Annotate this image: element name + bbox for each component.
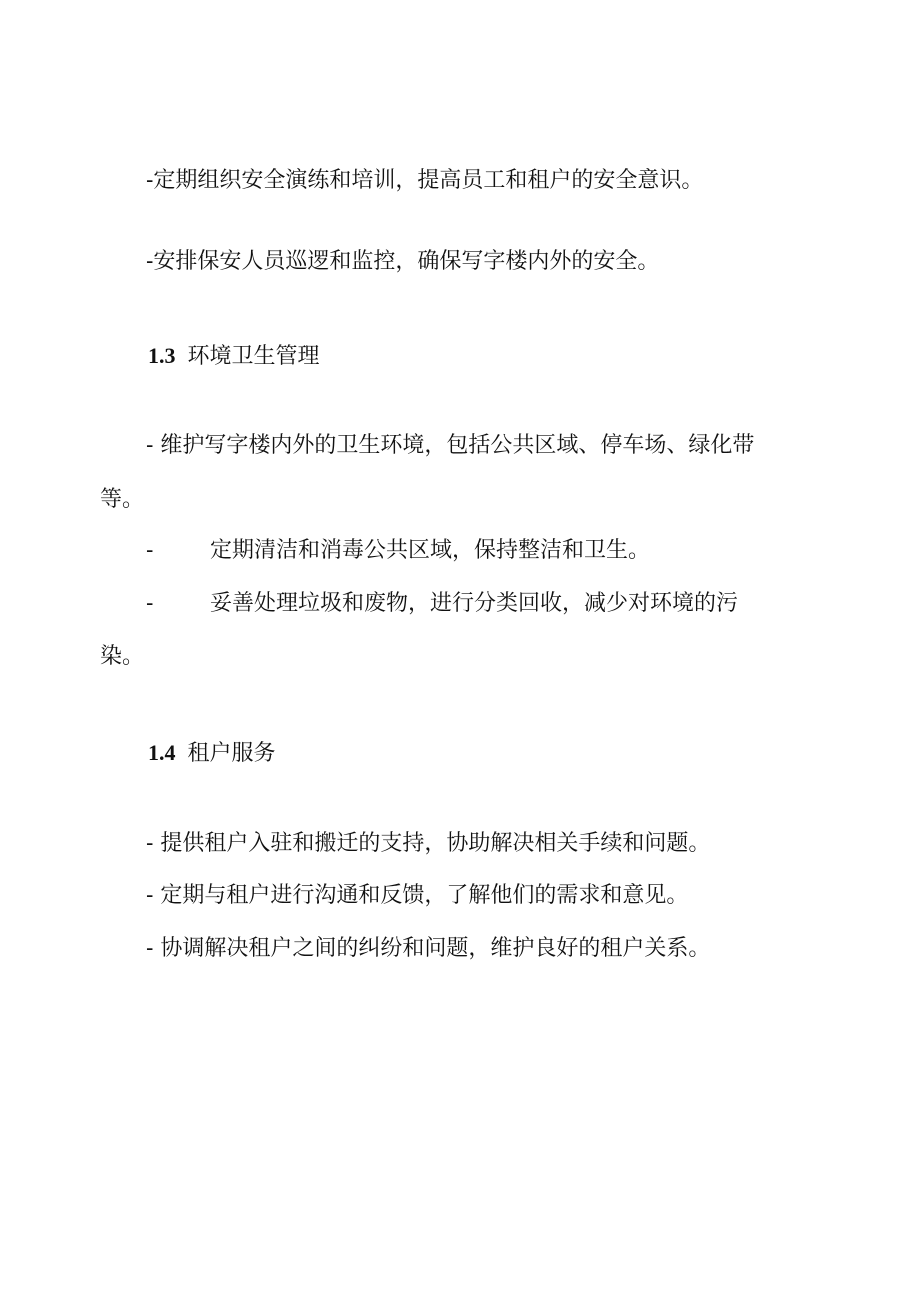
tenant-item-communication: - 定期与租户进行沟通和反馈，了解他们的需求和意见。 (146, 883, 689, 908)
security-item-patrol: -安排保安人员巡逻和监控，确保写字楼内外的安全。 (146, 249, 660, 274)
section-title: 租户服务 (187, 741, 276, 766)
hygiene-item-maintain-line2: 等。 (100, 487, 145, 512)
tenant-item-disputes: - 协调解决租户之间的纠纷和问题，维护良好的租户关系。 (146, 936, 711, 961)
section-title: 环境卫生管理 (187, 344, 320, 369)
hygiene-item-maintain-line1: - 维护写字楼内外的卫生环境，包括公共区域、停车场、绿化带 (146, 433, 755, 458)
hygiene-item-clean (146, 538, 650, 564)
list-text: 妥善处理垃圾和废物，进行分类回收，减少对环境的污 (210, 591, 739, 616)
list-text: 定期清洁和消毒公共区域，保持整洁和卫生。 (210, 538, 651, 563)
hygiene-item-waste-line2: 染。 (100, 644, 145, 669)
security-item-drills: -定期组织安全演练和培训，提高员工和租户的安全意识。 (146, 168, 704, 193)
section-number: 1.3 (148, 343, 176, 368)
list-dash: - (146, 538, 154, 563)
section-number: 1.4 (148, 740, 176, 765)
tenant-item-support: - 提供租户入驻和搬迁的支持，协助解决相关手续和问题。 (146, 831, 711, 856)
section-heading-1-3 (148, 343, 320, 370)
list-dash: - (146, 591, 154, 616)
hygiene-item-waste-line1 (146, 591, 738, 617)
section-heading-1-4 (148, 740, 276, 767)
